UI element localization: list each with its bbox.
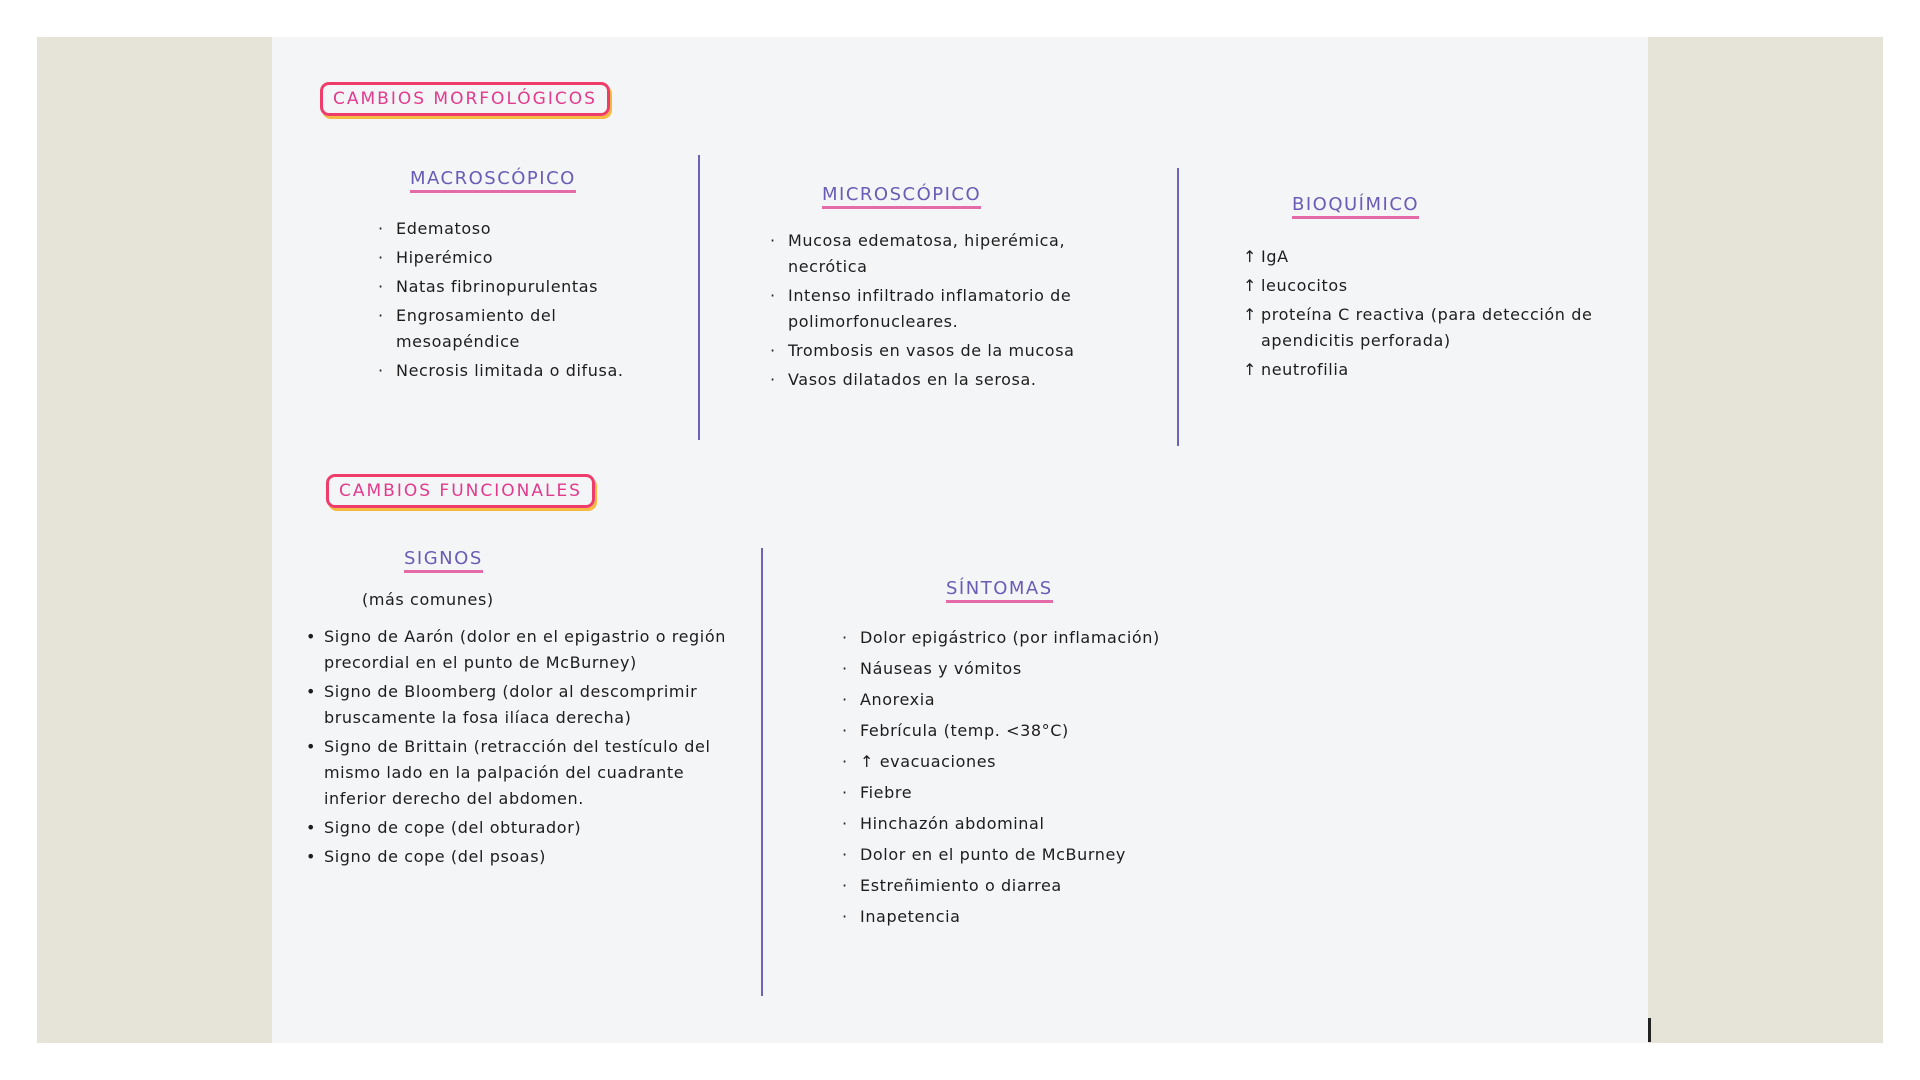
- divider-2: [1177, 168, 1179, 446]
- list-item: · Hiperémico: [378, 248, 494, 267]
- list-sintomas: [842, 624, 1362, 934]
- signos-note: (más comunes): [362, 590, 494, 609]
- heading-cambios-morfologicos: CAMBIOS MORFOLÓGICOS: [320, 82, 610, 116]
- list-item: · Necrosis limitada o difusa.: [378, 361, 624, 380]
- list-item: ↑ neutrofilia: [1243, 360, 1349, 379]
- list-item: · Natas fibrinopurulentas: [378, 277, 599, 296]
- list-item: • Signo de cope (del psoas): [306, 847, 546, 866]
- list-item: · Engrosamiento del mesoapéndice: [378, 306, 557, 351]
- list-item: · Febrícula (temp. <38°C): [842, 721, 1069, 740]
- list-item: · Dolor epigástrico (por inflamación): [842, 628, 1160, 647]
- list-bioquimico: [1243, 244, 1603, 386]
- list-signos: [306, 624, 726, 873]
- list-item: • Signo de cope (del obturador): [306, 818, 582, 837]
- title-sintomas: SÍNTOMAS: [946, 578, 1053, 603]
- list-item: · Inapetencia: [842, 907, 961, 926]
- list-item: · Trombosis en vasos de la mucosa: [770, 341, 1075, 360]
- title-bioquimico: BIOQUÍMICO: [1292, 194, 1419, 219]
- list-item: · Edematoso: [378, 219, 492, 238]
- list-item: · Dolor en el punto de McBurney: [842, 845, 1126, 864]
- list-item: · Fiebre: [842, 783, 913, 802]
- list-item: · Anorexia: [842, 690, 936, 709]
- list-item: · Náuseas y vómitos: [842, 659, 1022, 678]
- list-item: · ↑ evacuaciones: [842, 752, 997, 771]
- list-macroscopico: [378, 216, 668, 387]
- list-item: · Mucosa edematosa, hiperémica, necrótica: [770, 231, 1066, 276]
- edge-mark: [1648, 1018, 1651, 1042]
- title-macroscopico: MACROSCÓPICO: [410, 168, 576, 193]
- list-item: ↑ leucocitos: [1243, 276, 1348, 295]
- list-item: ↑ IgA: [1243, 247, 1289, 266]
- list-microscopico: [770, 228, 1120, 396]
- heading-cambios-funcionales: CAMBIOS FUNCIONALES: [326, 474, 595, 508]
- list-item: • Signo de Brittain (retracción del testículo del mismo lado en la palpación del cuadrante inferior derecho del abdomen.: [306, 737, 711, 808]
- list-item: • Signo de Bloomberg (dolor al descomprimir bruscamente la fosa ilíaca derecha): [306, 682, 698, 727]
- title-signos: SIGNOS: [404, 548, 483, 573]
- list-item: · Vasos dilatados en la serosa.: [770, 370, 1037, 389]
- list-item: · Hinchazón abdominal: [842, 814, 1045, 833]
- list-item: ↑ proteína C reactiva (para detección de apendicitis perforada): [1243, 305, 1593, 350]
- title-microscopico: MICROSCÓPICO: [822, 184, 981, 209]
- divider-3: [761, 548, 763, 996]
- list-item: • Signo de Aarón (dolor en el epigastrio o región precordial en el punto de McBurney): [306, 627, 726, 672]
- list-item: · Intenso infiltrado inflamatorio de polimorfonucleares.: [770, 286, 1072, 331]
- divider-1: [698, 155, 700, 440]
- list-item: · Estreñimiento o diarrea: [842, 876, 1062, 895]
